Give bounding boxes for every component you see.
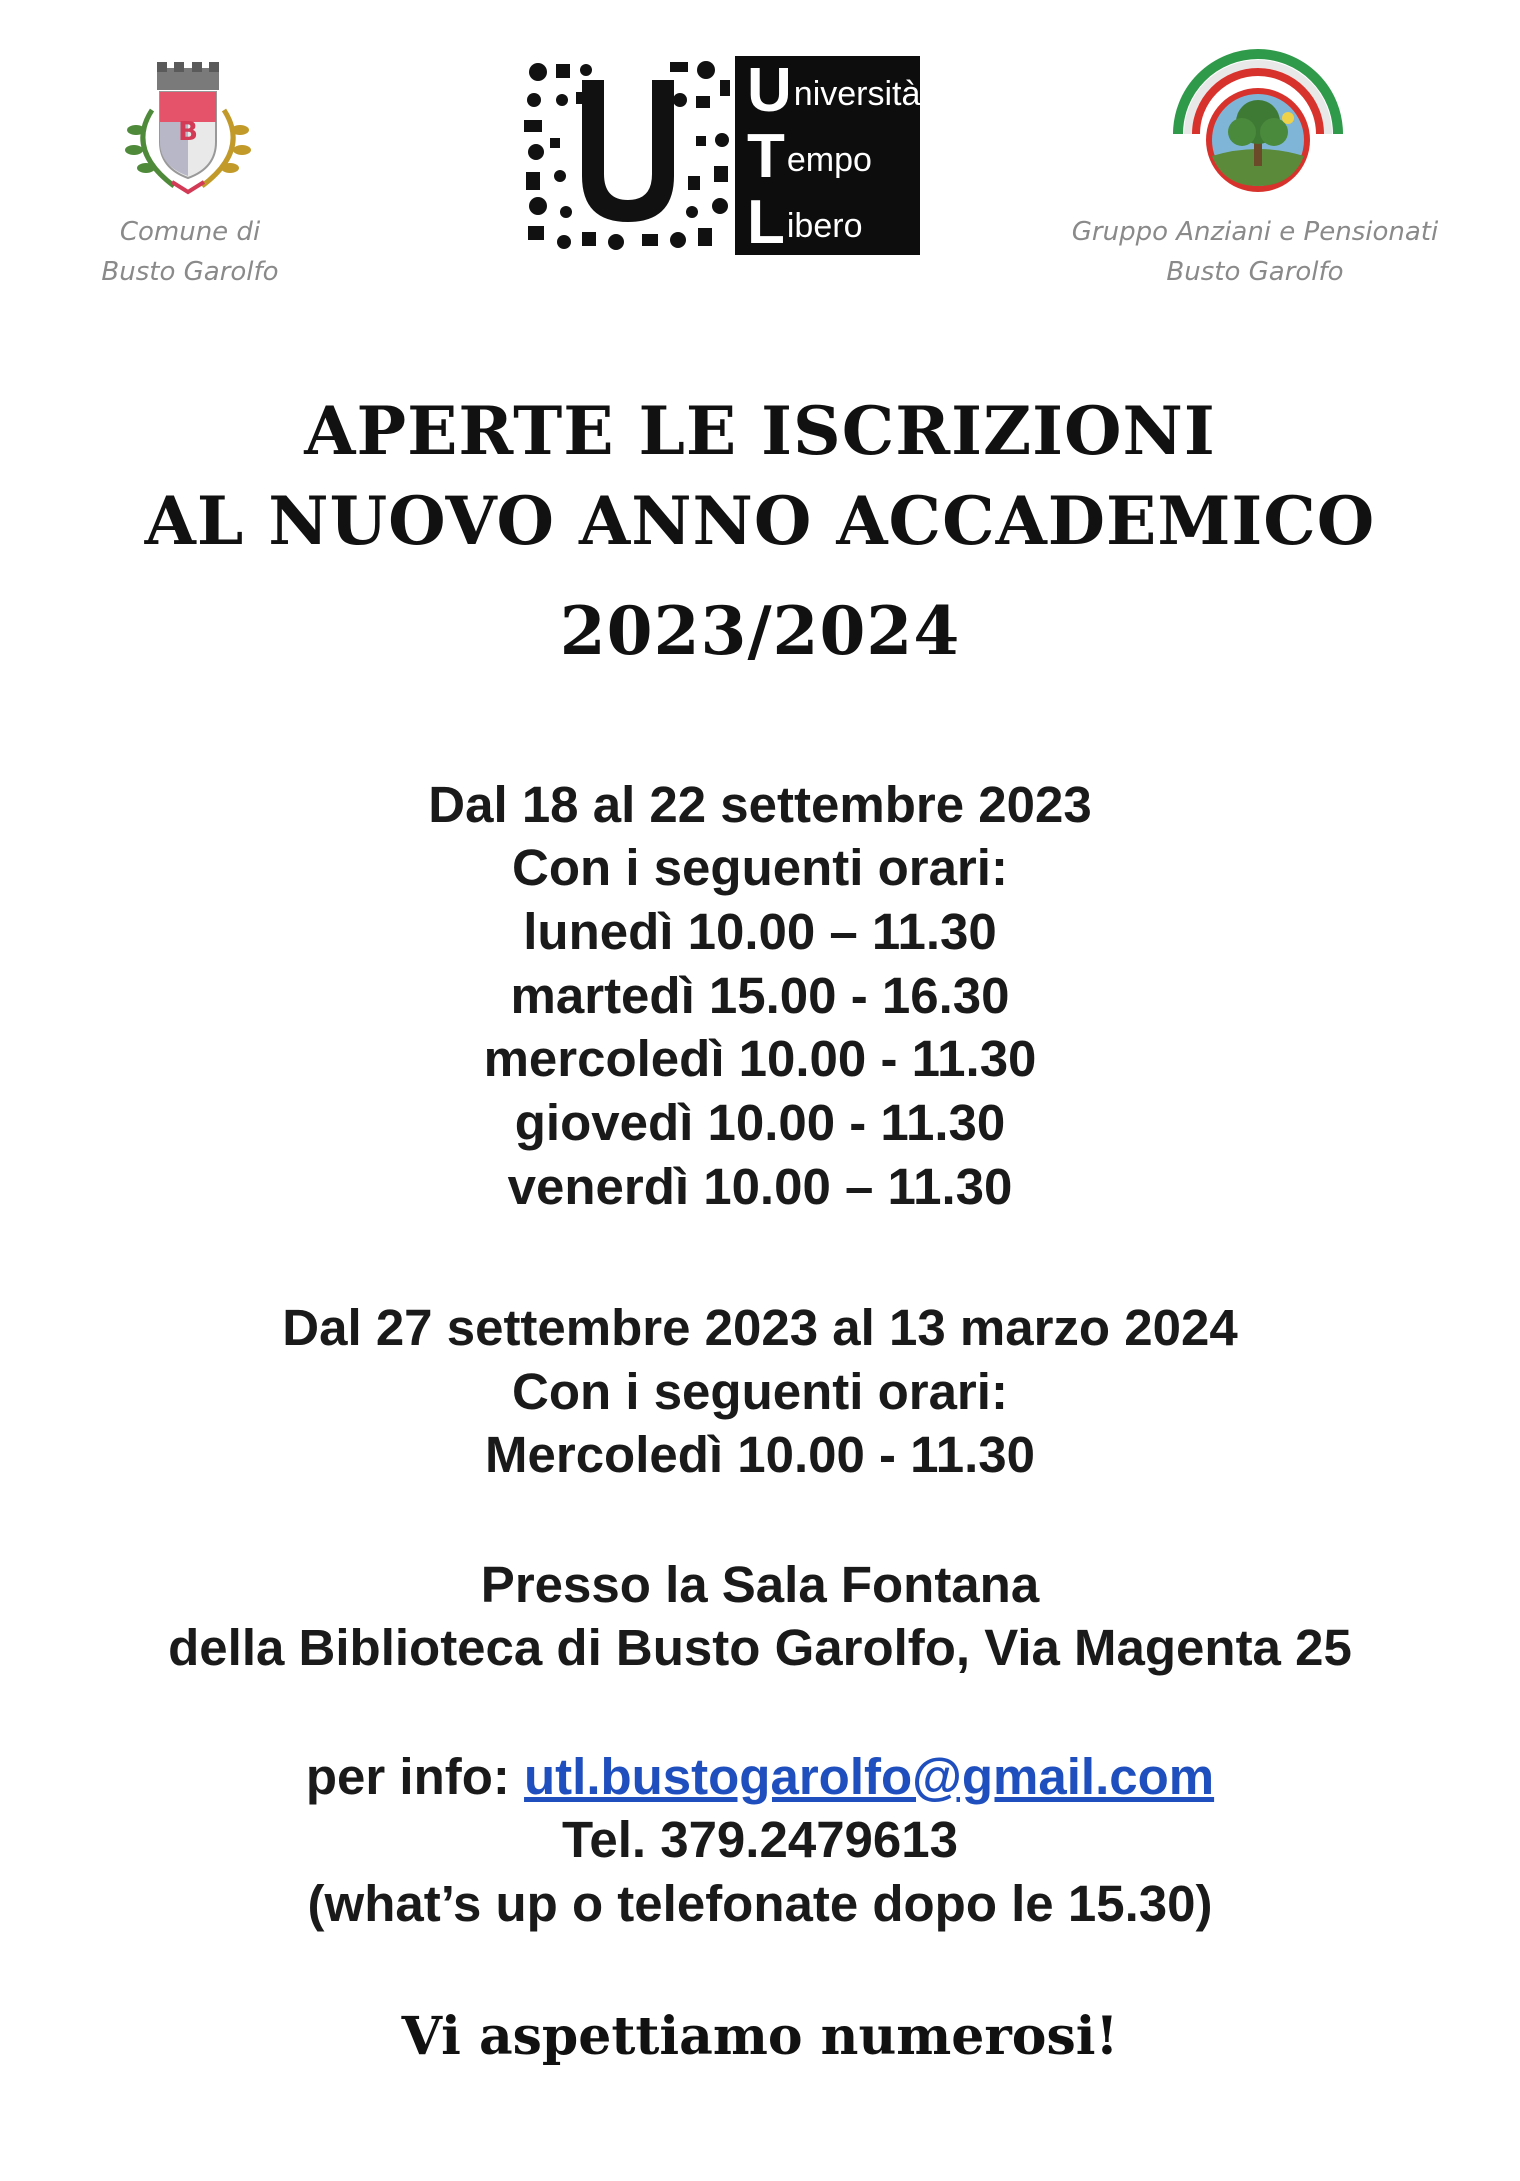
comune-caption: Comune di Busto Garolfo xyxy=(101,217,279,287)
title-line-3: 2023/2024 xyxy=(559,592,961,670)
schedule-item: venerdì 10.00 – 11.30 xyxy=(507,1158,1013,1215)
utl-pattern-graphic xyxy=(520,56,735,255)
title-line-2: AL NUOVO ANNO ACCADEMICO xyxy=(144,482,1376,560)
period1-heading: Dal 18 al 22 settembre 2023 xyxy=(428,776,1092,833)
closing-message: Vi aspettiamo numerosi! xyxy=(401,2006,1119,2067)
schedule-item: lunedì 10.00 – 11.30 xyxy=(523,903,997,960)
schedule-item: Mercoledì 10.00 - 11.30 xyxy=(485,1426,1035,1483)
location-line-2: della Biblioteca di Busto Garolfo, Via Magenta 25 xyxy=(168,1619,1352,1676)
location-line-1: Presso la Sala Fontana xyxy=(480,1556,1040,1613)
title-line-1: APERTE LE ISCRIZIONI xyxy=(304,392,1216,470)
phone-number: Tel. 379.2479613 xyxy=(561,1811,959,1868)
utl-logo: Università Tempo Libero xyxy=(520,56,920,255)
gruppo-anziani-caption: Gruppo Anziani e Pensionati Busto Garolfo xyxy=(1071,217,1439,287)
contact-info xyxy=(0,1747,1520,1806)
period2-subheading: Con i seguenti orari: xyxy=(512,1363,1008,1420)
comune-crest-logo xyxy=(112,60,262,200)
contact-note: (what’s up o telefonate dopo le 15.30) xyxy=(307,1875,1213,1932)
email-link[interactable]: utl.bustogarolfo@gmail.com xyxy=(524,1748,1215,1805)
gruppo-anziani-logo xyxy=(1172,38,1344,194)
info-label: per info: xyxy=(305,1748,510,1805)
schedule-item: mercoledì 10.00 - 11.30 xyxy=(483,1030,1037,1087)
period2-heading: Dal 27 settembre 2023 al 13 marzo 2024 xyxy=(282,1299,1238,1356)
svg-text:B: B xyxy=(178,117,198,147)
period1-subheading: Con i seguenti orari: xyxy=(512,839,1008,896)
schedule-item: martedì 15.00 - 16.30 xyxy=(510,967,1010,1024)
schedule-item: giovedì 10.00 - 11.30 xyxy=(514,1094,1006,1151)
